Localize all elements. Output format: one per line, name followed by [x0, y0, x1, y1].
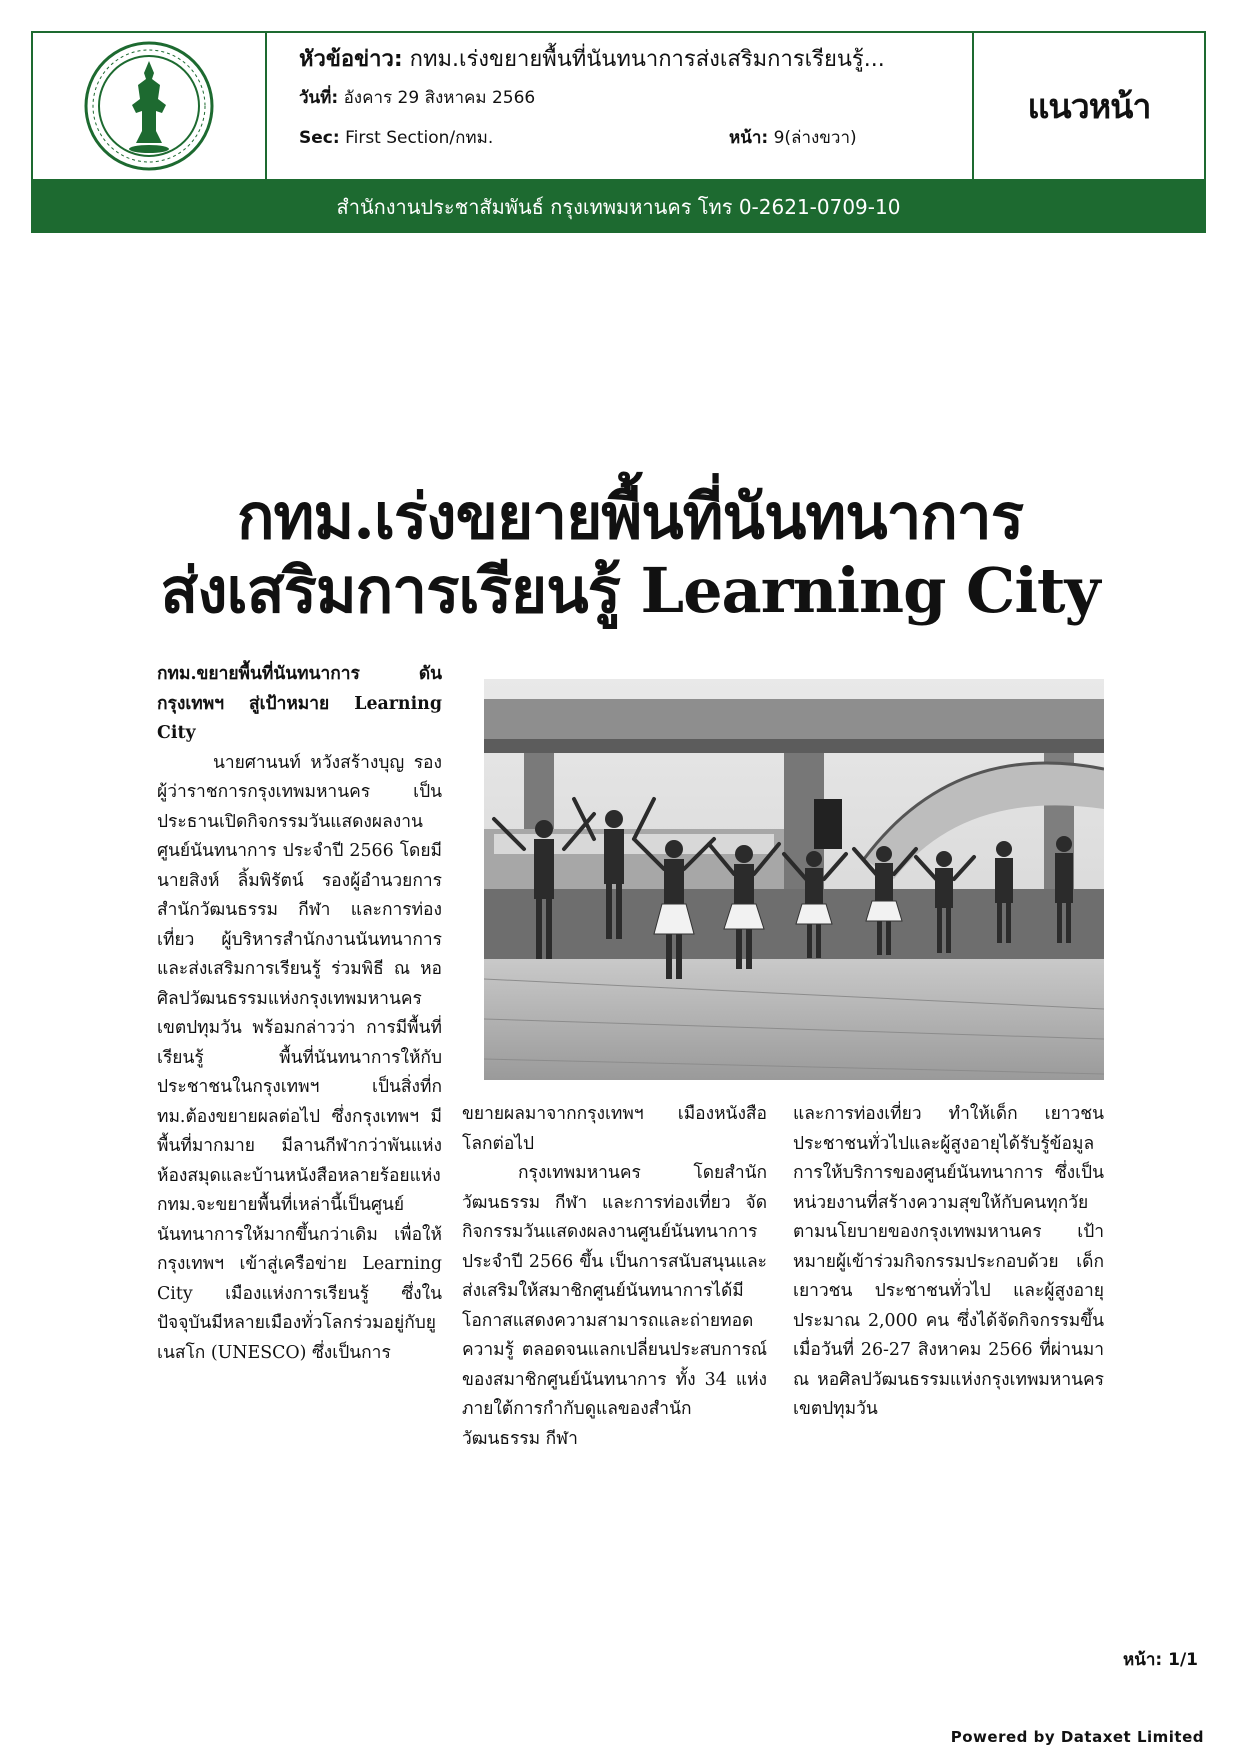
contact-bar	[31, 181, 1206, 233]
sec-value: First Section/กทม.	[345, 128, 494, 148]
column-2	[462, 1100, 767, 1454]
article-photo	[484, 679, 1104, 1080]
footer-page-number: หน้า: 1/1	[1123, 1650, 1198, 1670]
info-cell	[267, 33, 974, 179]
title-line-2: ส่งเสริมการเรียนรู้ Learning City	[160, 554, 1100, 627]
headline-value: กทม.เร่งขยายพื้นที่นันทนาการส่งเสริมการเรียนรู้...	[409, 47, 885, 72]
column-3	[793, 1100, 1104, 1425]
clipping-header	[31, 31, 1206, 181]
bma-seal-logo	[82, 39, 216, 173]
date-value: อังคาร 29 สิงหาคม 2566	[343, 88, 536, 108]
article-title	[150, 480, 1110, 628]
title-line-1: กทม.เร่งขยายพื้นที่นันทนาการ	[236, 480, 1024, 553]
column-2-paragraph-1: ขยายผลมาจากกรุงเทพฯ เมืองหนังสือโลกต่อไป	[462, 1104, 767, 1154]
publication-tag: แนวหน้า	[1027, 87, 1151, 127]
page-value: 9(ล่างขวา)	[773, 128, 857, 148]
headline-label: หัวข้อข่าว:	[299, 47, 403, 72]
column-1	[157, 660, 442, 1368]
column-3-body: และการท่องเที่ยว ทำให้เด็ก เยาวชน ประชาชนทั่วไปและผู้สูงอายุได้รับรู้ข้อมูลการให้บริการของศูนย์นันทนาการ ซึ่งเป็นหน่วยงานที่สร้างความสุขให้กับคนทุกวัยตามนโยบายของกรุงเทพมหานคร เป้าหมายผู้เข้าร่วมกิจกรรมประกอบด้วย เด็ก เยาวชน ประชาชนทั่วไป และผู้สูงอายุ ประมาณ 2,000 คน ซึ่งได้จัดกิจกรรมขึ้นเมื่อวันที่ 26-27 สิงหาคม 2566 ที่ผ่านมา ณ หอศิลปวัฒนธรรมแห่งกรุงเทพมหานคร เขตปทุมวัน	[793, 1104, 1104, 1419]
powered-by: Powered by Dataxet Limited	[950, 1728, 1204, 1746]
date-label: วันที่:	[299, 88, 339, 108]
sec-label: Sec:	[299, 128, 340, 148]
column-2-paragraph-2: กรุงเทพมหานคร โดยสำนักวัฒนธรรม กีฬา และการท่องเที่ยว จัดกิจกรรมวันแสดงผลงานศูนย์นันทนาการ ประจำปี 2566 ขึ้น เป็นการสนับสนุนและส่งเสริมให้สมาชิกศูนย์นันทนาการได้มีโอกาสแสดงความสามารถและถ่ายทอดความรู้ ตลอดจนแลกเปลี่ยนประสบการณ์ของสมาชิกศูนย์นันทนาการ ทั้ง 34 แห่ง ภายใต้การกำกับดูแลของสำนักวัฒนธรรม กีฬา	[462, 1163, 767, 1449]
article-lead: กทม.ขยายพื้นที่นันทนาการ ดันกรุงเทพฯ สู่เป้าหมาย Learning City	[157, 664, 442, 743]
headline-row	[299, 49, 972, 71]
date-row	[299, 87, 972, 109]
logo-cell	[33, 33, 267, 179]
sec-row	[299, 127, 972, 149]
publication-tag-cell	[974, 33, 1204, 179]
page-label: หน้า:	[729, 128, 769, 148]
column-1-body: นายศานนท์ หวังสร้างบุญ รองผู้ว่าราชการกรุงเทพมหานคร เป็นประธานเปิดกิจกรรมวันแสดงผลงานศูนย์นันทนาการ ประจำปี 2566 โดยมี นายสิงห์ ลิ้มพิรัตน์ รองผู้อำนวยการสำนักวัฒนธรรม กีฬา และการท่องเที่ยว ผู้บริหารสำนักงานนันทนาการและส่งเสริมการเรียนรู้ ร่วมพิธี ณ หอศิลปวัฒนธรรมแห่งกรุงเทพมหานคร เขตปทุมวัน พร้อมกล่าวว่า การมีพื้นที่เรียนรู้ พื้นที่นันทนาการให้กับประชาชนในกรุงเทพฯ เป็นสิ่งที่กทม.ต้องขยายผลต่อไป ซึ่งกรุงเทพฯ มีพื้นที่มากมาย มีลานกีฬากว่าพันแห่ง ห้องสมุดและบ้านหนังสือหลายร้อยแห่ง กทม.จะขยายพื้นที่เหล่านี้เป็นศูนย์นันทนาการให้มากขึ้นกว่าเดิม เพื่อให้กรุงเทพฯ เข้าสู่เครือข่าย Learning City เมืองแห่งการเรียนรู้ ซึ่งในปัจจุบันมีหลายเมืองทั่วโลกร่วมอยู่กับยูเนสโก (UNESCO) ซึ่งเป็นการ	[157, 752, 442, 1363]
contact-text: สำนักงานประชาสัมพันธ์ กรุงเทพมหานคร โทร 0-2621-0709-10	[336, 195, 901, 219]
